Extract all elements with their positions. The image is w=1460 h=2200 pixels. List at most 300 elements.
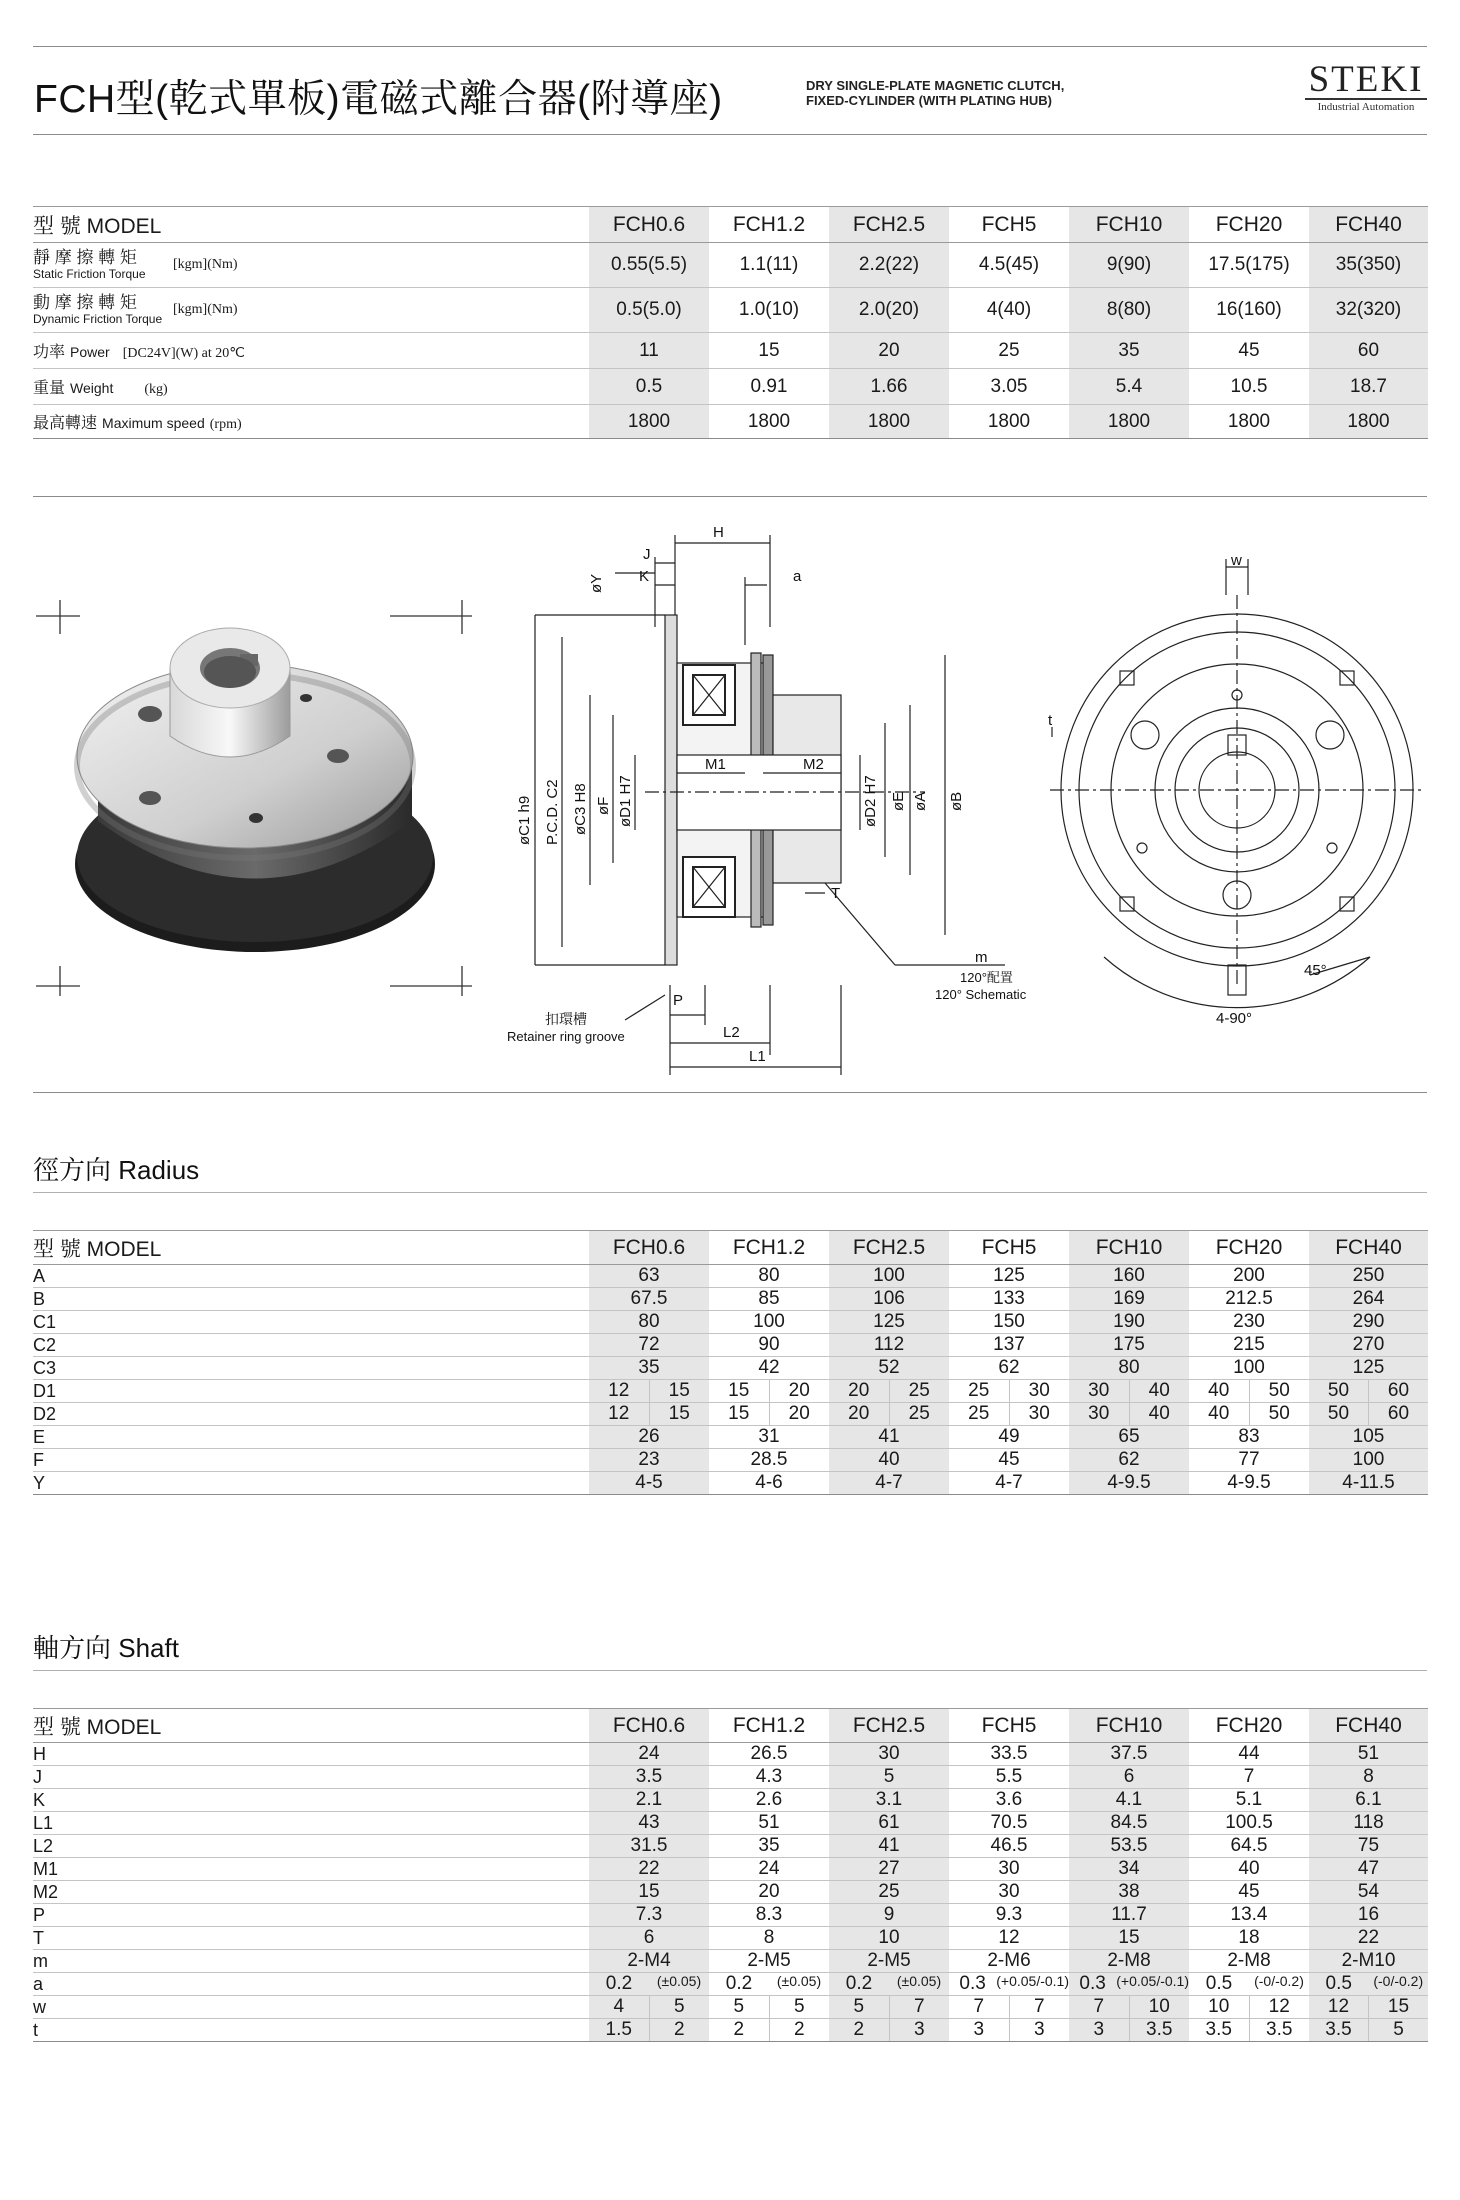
- cell-part-a: 5: [733, 1996, 745, 2017]
- radius-row: [33, 1311, 1428, 1334]
- dim-oA: øA: [912, 791, 929, 811]
- shaft-row: [33, 2019, 1428, 2042]
- cell: 3.05: [949, 369, 1069, 405]
- cell: [949, 2019, 1069, 2042]
- row-label: H: [33, 1743, 589, 1766]
- cell: [1069, 2019, 1189, 2042]
- cell: 1800: [1309, 405, 1428, 439]
- cell: 6.1: [1309, 1789, 1428, 1812]
- cell-part-a: 30: [1088, 1380, 1110, 1401]
- cell: 2.0(20): [829, 288, 949, 333]
- cell: 30: [949, 1858, 1069, 1881]
- cell: [1189, 1403, 1309, 1426]
- cell: 4-6: [709, 1472, 829, 1495]
- cell: 190: [1069, 1311, 1189, 1334]
- cell: 63: [589, 1265, 709, 1288]
- cell: [589, 1403, 709, 1426]
- dim-oY: øY: [588, 573, 605, 593]
- radius-row: [33, 1380, 1428, 1403]
- cell-part-a: 0.2: [605, 1973, 633, 1994]
- cell-part-b: (+0.05/-0.1): [1116, 1973, 1189, 1989]
- cell: 32(320): [1309, 288, 1428, 333]
- row-label: Y: [33, 1472, 589, 1495]
- cell: [829, 1403, 949, 1426]
- cell: 83: [1189, 1426, 1309, 1449]
- label-unit: [kgm](Nm): [173, 257, 238, 272]
- cell: [829, 2019, 949, 2042]
- cell: 100.5: [1189, 1812, 1309, 1835]
- cell: 125: [829, 1311, 949, 1334]
- cell: 0.5(5.0): [589, 288, 709, 333]
- cell: 5: [829, 1766, 949, 1789]
- cell: 5.4: [1069, 369, 1189, 405]
- dim-T: T: [831, 885, 841, 902]
- cell-part-a: 0.2: [845, 1973, 873, 1994]
- cell: 4-9.5: [1189, 1472, 1309, 1495]
- model-header: FCH0.6: [589, 207, 709, 243]
- cell-part-a: 15: [728, 1403, 750, 1424]
- top-rule: [33, 46, 1427, 47]
- cell: 1800: [949, 405, 1069, 439]
- cell-part-b: (-0/-0.2): [1254, 1973, 1304, 1989]
- cell-part-b: 20: [769, 1380, 830, 1402]
- cell: 0.55(5.5): [589, 243, 709, 288]
- shaft-row: [33, 1812, 1428, 1835]
- radius-row: [33, 1265, 1428, 1288]
- cell: [589, 1380, 709, 1403]
- cell: 41: [829, 1426, 949, 1449]
- row-label: M1: [33, 1858, 589, 1881]
- cell: 26: [589, 1426, 709, 1449]
- shaft-row: [33, 1996, 1428, 2019]
- cell-part-a: 7: [973, 1996, 985, 2017]
- cell: [1069, 1996, 1189, 2019]
- cell-part-a: 5: [853, 1996, 865, 2017]
- label-cn: 動 摩 擦 轉 矩: [33, 293, 137, 312]
- radius-row: [33, 1357, 1428, 1380]
- cell: 51: [1309, 1743, 1428, 1766]
- cell: [1189, 1996, 1309, 2019]
- row-label: t: [33, 2019, 589, 2042]
- cell-part-a: 4: [613, 1996, 625, 2017]
- model-header: FCH1.2: [709, 1231, 829, 1265]
- cell: 7.3: [589, 1904, 709, 1927]
- cell-part-a: 3: [1093, 2019, 1105, 2040]
- cell: 52: [829, 1357, 949, 1380]
- clutch-product-image: [60, 606, 480, 996]
- cell: 3.5: [589, 1766, 709, 1789]
- shaft-row: [33, 1950, 1428, 1973]
- cell: 90: [709, 1334, 829, 1357]
- cell: 34: [1069, 1858, 1189, 1881]
- dim-t: t: [1048, 712, 1053, 729]
- cell: [949, 1380, 1069, 1403]
- shaft-table: [33, 1708, 1428, 2042]
- cell-part-b: 20: [769, 1403, 830, 1425]
- radius-row: [33, 1334, 1428, 1357]
- schematic-cn: 120°配置: [960, 970, 1013, 985]
- model-header: FCH5: [949, 1709, 1069, 1743]
- row-label: L2: [33, 1835, 589, 1858]
- cell-part-b: 7: [889, 1996, 950, 2018]
- cell: 54: [1309, 1881, 1428, 1904]
- cell: 67.5: [589, 1288, 709, 1311]
- cell-part-b: (±0.05): [896, 1973, 942, 1989]
- cell-part-b: 25: [889, 1403, 950, 1425]
- dim-H: H: [713, 524, 724, 541]
- cell: 4-11.5: [1309, 1472, 1428, 1495]
- dim-oF: øF: [595, 796, 612, 815]
- cell: 0.5: [589, 369, 709, 405]
- brand-tagline: Industrial Automation: [1305, 98, 1427, 113]
- cell: 80: [589, 1311, 709, 1334]
- dim-K: K: [639, 568, 650, 585]
- model-header: FCH10: [1069, 1709, 1189, 1743]
- cell: [589, 1973, 709, 1996]
- row-label: w: [33, 1996, 589, 2019]
- radius-row: [33, 1472, 1428, 1495]
- row-label: [33, 405, 589, 439]
- dim-L2: L2: [723, 1024, 740, 1041]
- cell: 112: [829, 1334, 949, 1357]
- brand-name: STEKI: [1308, 59, 1424, 100]
- model-header: FCH0.6: [589, 1709, 709, 1743]
- cell: 5.1: [1189, 1789, 1309, 1812]
- cell: 22: [1309, 1927, 1428, 1950]
- cell: 1800: [1069, 405, 1189, 439]
- radius-table: [33, 1230, 1428, 1495]
- cell: 25: [829, 1881, 949, 1904]
- cell: 35: [589, 1357, 709, 1380]
- model-header: FCH2.5: [829, 207, 949, 243]
- groove-cn: 扣環槽: [545, 1011, 587, 1027]
- cell: [589, 1996, 709, 2019]
- model-header: FCH0.6: [589, 1231, 709, 1265]
- dim-w: w: [1231, 552, 1242, 569]
- label-cn: 功率: [33, 344, 66, 361]
- cell: 28.5: [709, 1449, 829, 1472]
- spec-row-weight: [33, 369, 1428, 405]
- page-title: FCH型(乾式單板)電磁式離合器(附導座): [34, 78, 723, 121]
- cell: 22: [589, 1858, 709, 1881]
- model-header: FCH5: [949, 207, 1069, 243]
- cell: 43: [589, 1812, 709, 1835]
- cell: 18: [1189, 1927, 1309, 1950]
- model-label: 型 號 MODEL: [33, 1231, 589, 1265]
- cell: 40: [829, 1449, 949, 1472]
- end-view-drawing: [1048, 552, 1430, 1035]
- model-header: FCH40: [1309, 207, 1428, 243]
- cell-part-b: 60: [1368, 1380, 1428, 1402]
- cell-part-b: 25: [889, 1380, 950, 1402]
- radius-row: [33, 1288, 1428, 1311]
- cell-part-a: 40: [1208, 1380, 1230, 1401]
- label-cn: 靜 摩 擦 轉 矩: [33, 248, 137, 267]
- cell: 8.3: [709, 1904, 829, 1927]
- cell-part-a: 30: [1088, 1403, 1110, 1424]
- cell-part-a: 1.5: [605, 2019, 632, 2040]
- cell: 1.1(11): [709, 243, 829, 288]
- cell: 2.6: [709, 1789, 829, 1812]
- cell-part-b: 30: [1009, 1403, 1070, 1425]
- cell: [1189, 1973, 1309, 1996]
- cell: 31.5: [589, 1835, 709, 1858]
- cell: 65: [1069, 1426, 1189, 1449]
- model-label: 型 號 MODEL: [33, 1709, 589, 1743]
- cell: [1069, 1380, 1189, 1403]
- dim-oC1: øC1 h9: [516, 795, 533, 845]
- model-label: 型 號 MODEL: [33, 207, 589, 243]
- model-header: FCH5: [949, 1231, 1069, 1265]
- cell: 9(90): [1069, 243, 1189, 288]
- cell-part-a: 0.2: [725, 1973, 753, 1994]
- cell-part-a: 3: [973, 2019, 985, 2040]
- cell-part-b: 5: [769, 1996, 830, 2018]
- section-title-shaft: 軸方向 Shaft: [33, 1633, 179, 1663]
- cell: 200: [1189, 1265, 1309, 1288]
- cell-part-b: 50: [1249, 1403, 1310, 1425]
- shaft-header-row: [33, 1709, 1428, 1743]
- radius-row: [33, 1426, 1428, 1449]
- dim-a: a: [793, 568, 802, 585]
- label-unit: (kg): [144, 382, 168, 397]
- cell: 125: [1309, 1357, 1428, 1380]
- cell-part-b: (±0.05): [656, 1973, 702, 1989]
- row-label: [33, 288, 589, 333]
- cell: [709, 1996, 829, 2019]
- schematic-en: 120° Schematic: [935, 987, 1027, 1002]
- dim-m: m: [975, 949, 988, 966]
- cell: 100: [1189, 1357, 1309, 1380]
- cell-part-b: 40: [1129, 1380, 1190, 1402]
- cell: 26.5: [709, 1743, 829, 1766]
- cell: 1.0(10): [709, 288, 829, 333]
- cell: [709, 1973, 829, 1996]
- cell: 11: [589, 333, 709, 369]
- cell: 7: [1189, 1766, 1309, 1789]
- cell: 20: [829, 333, 949, 369]
- cell: 133: [949, 1288, 1069, 1311]
- cell: 4-5: [589, 1472, 709, 1495]
- cell: 40: [1189, 1858, 1309, 1881]
- cell-part-a: 12: [1327, 1996, 1350, 2017]
- row-label: K: [33, 1789, 589, 1812]
- cell-part-b: 30: [1009, 1380, 1070, 1402]
- cell: 12: [949, 1927, 1069, 1950]
- shaft-row: [33, 1743, 1428, 1766]
- cell: 15: [589, 1881, 709, 1904]
- subtitle-line-2: FIXED-CYLINDER (WITH PLATING HUB): [806, 93, 1053, 108]
- cell: 8: [709, 1927, 829, 1950]
- cell-part-b: (±0.05): [776, 1973, 822, 1989]
- cell: 42: [709, 1357, 829, 1380]
- cell: [1309, 2019, 1428, 2042]
- cell: 270: [1309, 1334, 1428, 1357]
- cell: 2-M10: [1309, 1950, 1428, 1973]
- cell: 64.5: [1189, 1835, 1309, 1858]
- dim-4-90: 4-90°: [1216, 1010, 1253, 1027]
- cell: 45: [1189, 333, 1309, 369]
- cell-part-b: 3: [1009, 2019, 1070, 2041]
- row-label: [33, 243, 589, 288]
- cell-part-a: 3.5: [1325, 2019, 1352, 2040]
- dim-oD2: øD2 H7: [862, 775, 879, 827]
- row-label: a: [33, 1973, 589, 1996]
- cell: [709, 1403, 829, 1426]
- cell: [589, 2019, 709, 2042]
- cell-part-a: 15: [728, 1380, 750, 1401]
- cell: 24: [709, 1858, 829, 1881]
- cell: 1800: [829, 405, 949, 439]
- cell-part-b: 15: [649, 1380, 710, 1402]
- cell-part-b: 3.5: [1129, 2019, 1190, 2041]
- dim-45: 45°: [1304, 962, 1327, 979]
- dim-M2: M2: [803, 756, 824, 773]
- radius-row: [33, 1449, 1428, 1472]
- cell: 2-M5: [709, 1950, 829, 1973]
- label-en: Power: [70, 344, 110, 360]
- cell-part-a: 20: [848, 1403, 870, 1424]
- dim-oC3: øC3 H8: [572, 783, 589, 835]
- cell-part-b: 12: [1249, 1996, 1310, 2018]
- model-header: FCH20: [1189, 1709, 1309, 1743]
- shaft-row: [33, 1904, 1428, 1927]
- model-header: FCH20: [1189, 1231, 1309, 1265]
- section-rule: [33, 1192, 1427, 1193]
- cell: [949, 1973, 1069, 1996]
- cell: 250: [1309, 1265, 1428, 1288]
- cell: 175: [1069, 1334, 1189, 1357]
- cell: 1800: [709, 405, 829, 439]
- cell-part-a: 10: [1208, 1996, 1230, 2017]
- cell: [1069, 1973, 1189, 1996]
- cell: [829, 1380, 949, 1403]
- cell: 77: [1189, 1449, 1309, 1472]
- cell: 20: [709, 1881, 829, 1904]
- row-label: D1: [33, 1380, 589, 1403]
- cell-part-b: 5: [649, 1996, 710, 2018]
- cell: 35: [709, 1835, 829, 1858]
- cell: 5.5: [949, 1766, 1069, 1789]
- cell-part-a: 12: [608, 1380, 630, 1401]
- cell: 2-M8: [1069, 1950, 1189, 1973]
- cell: 215: [1189, 1334, 1309, 1357]
- cell: [1189, 1380, 1309, 1403]
- label-en: Weight: [70, 380, 114, 396]
- cell-part-b: 50: [1249, 1380, 1310, 1402]
- cell: 38: [1069, 1881, 1189, 1904]
- cell: 35(350): [1309, 243, 1428, 288]
- cell-part-a: 25: [968, 1403, 990, 1424]
- row-label: D2: [33, 1403, 589, 1426]
- dim-oD1: øD1 H7: [617, 775, 634, 827]
- cell-part-b: 40: [1129, 1403, 1190, 1425]
- cell: [949, 1403, 1069, 1426]
- label-unit: [kgm](Nm): [173, 302, 238, 317]
- shaft-row: [33, 1927, 1428, 1950]
- cell-part-a: 7: [1093, 1996, 1105, 2017]
- cell: 8: [1309, 1766, 1428, 1789]
- cell: 17.5(175): [1189, 243, 1309, 288]
- cell-part-b: 15: [1368, 1996, 1428, 2018]
- cell: 6: [1069, 1766, 1189, 1789]
- cell: 9: [829, 1904, 949, 1927]
- cell: 75: [1309, 1835, 1428, 1858]
- section-title-radius: 徑方向 Radius: [33, 1155, 200, 1185]
- cell: 11.7: [1069, 1904, 1189, 1927]
- cell: [1309, 1403, 1428, 1426]
- model-header: FCH2.5: [829, 1231, 949, 1265]
- row-label: [33, 369, 589, 405]
- cell: 24: [589, 1743, 709, 1766]
- cell: [949, 1996, 1069, 2019]
- cell: 80: [1069, 1357, 1189, 1380]
- cell-part-a: 2: [733, 2019, 745, 2040]
- cell: 25: [949, 333, 1069, 369]
- cell: 264: [1309, 1288, 1428, 1311]
- row-label: m: [33, 1950, 589, 1973]
- cell: 61: [829, 1812, 949, 1835]
- cell-part-a: 20: [848, 1380, 870, 1401]
- cell: 10: [829, 1927, 949, 1950]
- cell: 47: [1309, 1858, 1428, 1881]
- cell: [1309, 1973, 1428, 1996]
- cell: 100: [709, 1311, 829, 1334]
- cell-part-b: 15: [649, 1403, 710, 1425]
- model-header: FCH10: [1069, 207, 1189, 243]
- label-en: Dynamic Friction Torque: [33, 312, 163, 326]
- cell: 9.3: [949, 1904, 1069, 1927]
- label-cn: 重量: [33, 380, 66, 397]
- cell: 4.3: [709, 1766, 829, 1789]
- cell: 1800: [589, 405, 709, 439]
- row-label: B: [33, 1288, 589, 1311]
- dim-L1: L1: [749, 1048, 766, 1065]
- spec-table: [33, 206, 1428, 439]
- cell: 2.2(22): [829, 243, 949, 288]
- cell-part-b: 3: [889, 2019, 950, 2041]
- row-label: A: [33, 1265, 589, 1288]
- cell: 212.5: [1189, 1288, 1309, 1311]
- cell: 6: [589, 1927, 709, 1950]
- cell: 49: [949, 1426, 1069, 1449]
- spec-row-dynamic-torque: [33, 288, 1428, 333]
- cell: [829, 1973, 949, 1996]
- cell: 118: [1309, 1812, 1428, 1835]
- shaft-row: [33, 1881, 1428, 1904]
- cell: 1.66: [829, 369, 949, 405]
- cell-part-b: 2: [649, 2019, 710, 2041]
- cell: 41: [829, 1835, 949, 1858]
- cell: 10.5: [1189, 369, 1309, 405]
- cell: 72: [589, 1334, 709, 1357]
- cell: 4-7: [949, 1472, 1069, 1495]
- cell: 16(160): [1189, 288, 1309, 333]
- radius-header-row: [33, 1231, 1428, 1265]
- cell: [709, 2019, 829, 2042]
- cross-section-drawing: [505, 515, 1045, 1075]
- cell: 70.5: [949, 1812, 1069, 1835]
- cell: 85: [709, 1288, 829, 1311]
- page-subtitle: [806, 78, 1064, 108]
- cell: 1800: [1189, 405, 1309, 439]
- cell: 4.1: [1069, 1789, 1189, 1812]
- cell-part-a: 25: [968, 1380, 990, 1401]
- cell-part-a: 0.3: [1079, 1973, 1106, 1994]
- label-en: Static Friction Torque: [33, 267, 146, 281]
- cell-part-a: 0.5: [1205, 1973, 1233, 1994]
- cell-part-a: 0.3: [959, 1973, 986, 1994]
